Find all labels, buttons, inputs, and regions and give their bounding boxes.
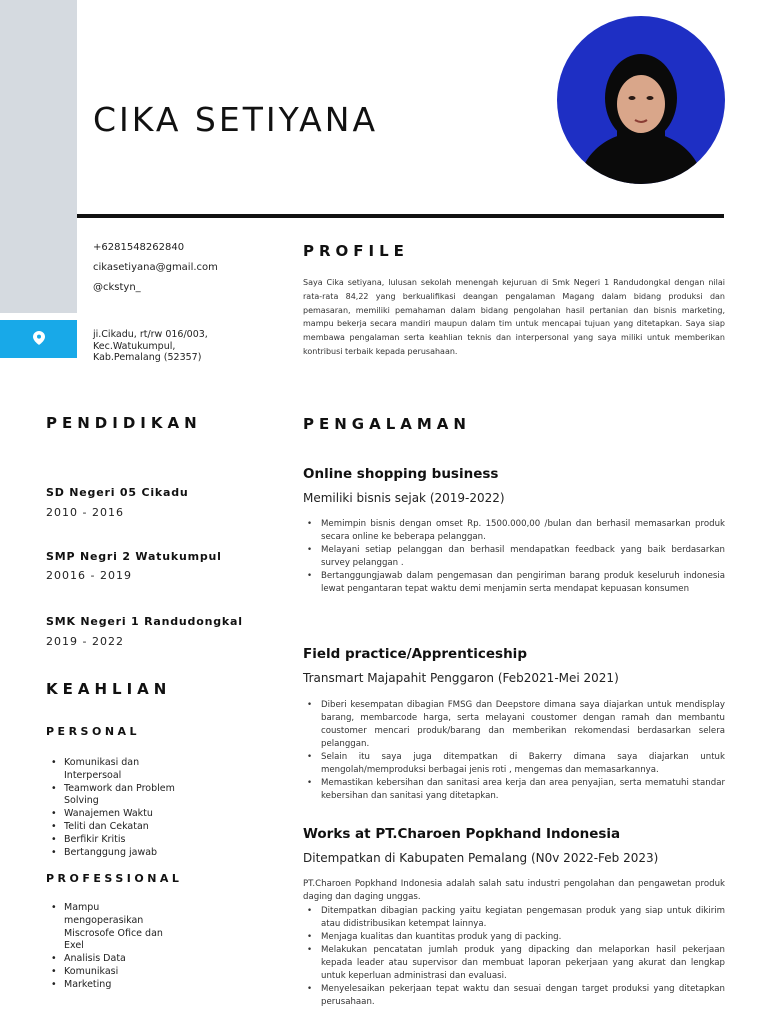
list-item: • Marketing xyxy=(48,979,178,992)
location-badge xyxy=(0,320,77,358)
education-years: 2010 - 2016 xyxy=(46,506,124,519)
job-title: Field practice/Apprenticeship xyxy=(303,646,527,662)
address-line: Kec.Watukumpul, xyxy=(93,340,176,352)
list-item: • Teamwork dan Problem Solving xyxy=(48,783,198,809)
job-subtitle: Memiliki bisnis sejak (2019-2022) xyxy=(303,491,505,505)
email-address: cikasetiyana@gmail.com xyxy=(93,262,218,273)
list-item: • Teliti dan Cekatan xyxy=(48,821,198,834)
education-school: SMK Negeri 1 Randudongkal xyxy=(46,615,243,628)
social-handle: @ckstyn_ xyxy=(93,282,141,293)
list-item: • Memastikan kebersihan dan sanitasi area kerja dan area penyajian, serta mematuhi standar kebersihan dan sanitasi yang ditetapkan. xyxy=(303,777,725,803)
list-item: • Diberi kesempatan dibagian FMSG dan Deepstore dimana saya diajarkan untuk mendisplay barang, membarcode harga, serta melayani coustomer dengan ramah dan membantu coustomer mencari produk/barang dan memberikan rekomendasi berdasarkan selera pelanggan. xyxy=(303,699,725,751)
phone-number: +6281548262840 xyxy=(93,242,185,253)
skills-heading: KEAHLIAN xyxy=(46,680,172,698)
home-address xyxy=(93,329,208,364)
list-item: • Wanajemen Waktu xyxy=(48,808,198,821)
job-bullets xyxy=(303,699,725,803)
profile-heading: PROFILE xyxy=(303,242,409,260)
education-school: SMP Negri 2 Watukumpul xyxy=(46,550,222,563)
education-years: 20016 - 2019 xyxy=(46,569,132,582)
education-school: SD Negeri 05 Cikadu xyxy=(46,486,189,499)
job-intro: PT.Charoen Popkhand Indonesia adalah salah satu industri pengolahan dan pengawetan produk daging dan daging unggas. xyxy=(303,879,725,902)
professional-skills-heading: PROFESSIONAL xyxy=(46,872,183,885)
list-item: • Melakukan pencatatan jumlah produk yang dipacking dan melaporkan hasil pekerjaan kepada leader atau supervisor dan membuat laporan pekerjaan yang akurat dan lengkap untuk keperluan administrasi dan evaluasi. xyxy=(303,944,725,983)
list-item: • Komunikasi xyxy=(48,966,178,979)
job-bullets xyxy=(303,905,725,1009)
list-item: • Mampu mengoperasikan Miscrosofe Ofice dan Exel xyxy=(48,902,178,953)
job-subtitle: Transmart Majapahit Penggaron (Feb2021-Mei 2021) xyxy=(303,671,619,685)
profile-photo xyxy=(557,16,725,184)
candidate-name: CIKA SETIYANA xyxy=(93,100,379,139)
professional-skills-list xyxy=(48,902,178,992)
sidebar-accent-block xyxy=(0,0,77,313)
list-item: • Melayani setiap pelanggan dan berhasil mendapatkan feedback yang baik berdasarkan survey pelanggan . xyxy=(303,544,725,570)
address-line: Kab.Pemalang (52357) xyxy=(93,352,202,363)
list-item: • Komunikasi dan Interpersoal xyxy=(48,757,198,783)
list-item: • Menyelesaikan pekerjaan tepat waktu dan sesuai dengan target produksi yang ditetapkan perusahaan. xyxy=(303,983,725,1009)
personal-skills-list xyxy=(48,757,198,859)
education-heading: PENDIDIKAN xyxy=(46,414,202,432)
experience-heading: PENGALAMAN xyxy=(303,415,471,433)
job-title: Online shopping business xyxy=(303,466,499,482)
list-item: • Analisis Data xyxy=(48,953,178,966)
profile-summary: Saya Cika setiyana, lulusan sekolah menengah kejuruan di Smk Negeri 1 Randudongkal dengan nilai rata-rata 84,22 yang berkualifikasi deangan pengalaman Magang dalam bidang produksi dan pemasaran, memiliki pemahaman dalam bidang pengolahan hasil pertanian dan bisnis marketing, mampu bekerja secara mandiri maupun dalam tim untuk mencapai tujuan yang ditetapkan. Saya siap membawa pengalaman serta keahlian teknis dan interpersonal yang saya miliki untuk memberikan kontribusi terbaik kepada perusahaan. xyxy=(303,278,725,356)
list-item: • Ditempatkan dibagian packing yaitu kegiatan pengemasan produk yang siap untuk dikirim atau didistribusikan ketempat lainnya. xyxy=(303,905,725,931)
list-item: • Bertanggung jawab xyxy=(48,847,198,860)
header-divider xyxy=(77,214,724,218)
job-title: Works at PT.Charoen Popkhand Indonesia xyxy=(303,826,621,842)
personal-skills-heading: PERSONAL xyxy=(46,725,141,738)
list-item: • Bertanggungjawab dalam pengemasan dan pengiriman barang produk keseluruh indonesia lewat pengantaran tepat waktu demi menjamin serta mendapat kepuasan konsumen xyxy=(303,570,725,596)
list-item: • Memimpin bisnis dengan omset Rp. 1500.000,00 /bulan dan berhasil memasarkan produk secara online ke beberapa pelanggan. xyxy=(303,518,725,544)
job-subtitle: Ditempatkan di Kabupaten Pemalang (N0v 2022-Feb 2023) xyxy=(303,851,659,865)
job-bullets xyxy=(303,518,725,596)
education-years: 2019 - 2022 xyxy=(46,635,124,648)
map-pin-icon xyxy=(33,330,45,349)
list-item: • Menjaga kualitas dan kuantitas produk yang di packing. xyxy=(303,931,725,944)
list-item: • Berfikir Kritis xyxy=(48,834,198,847)
address-line: ji.Cikadu, rt/rw 016/003, xyxy=(93,329,208,340)
list-item: • Selain itu saya juga ditempatkan di Bakerry dimana saya diajarkan untuk mengolah/memproduksi berbagai jenis roti , mengemas dan memasarkannya. xyxy=(303,751,725,777)
